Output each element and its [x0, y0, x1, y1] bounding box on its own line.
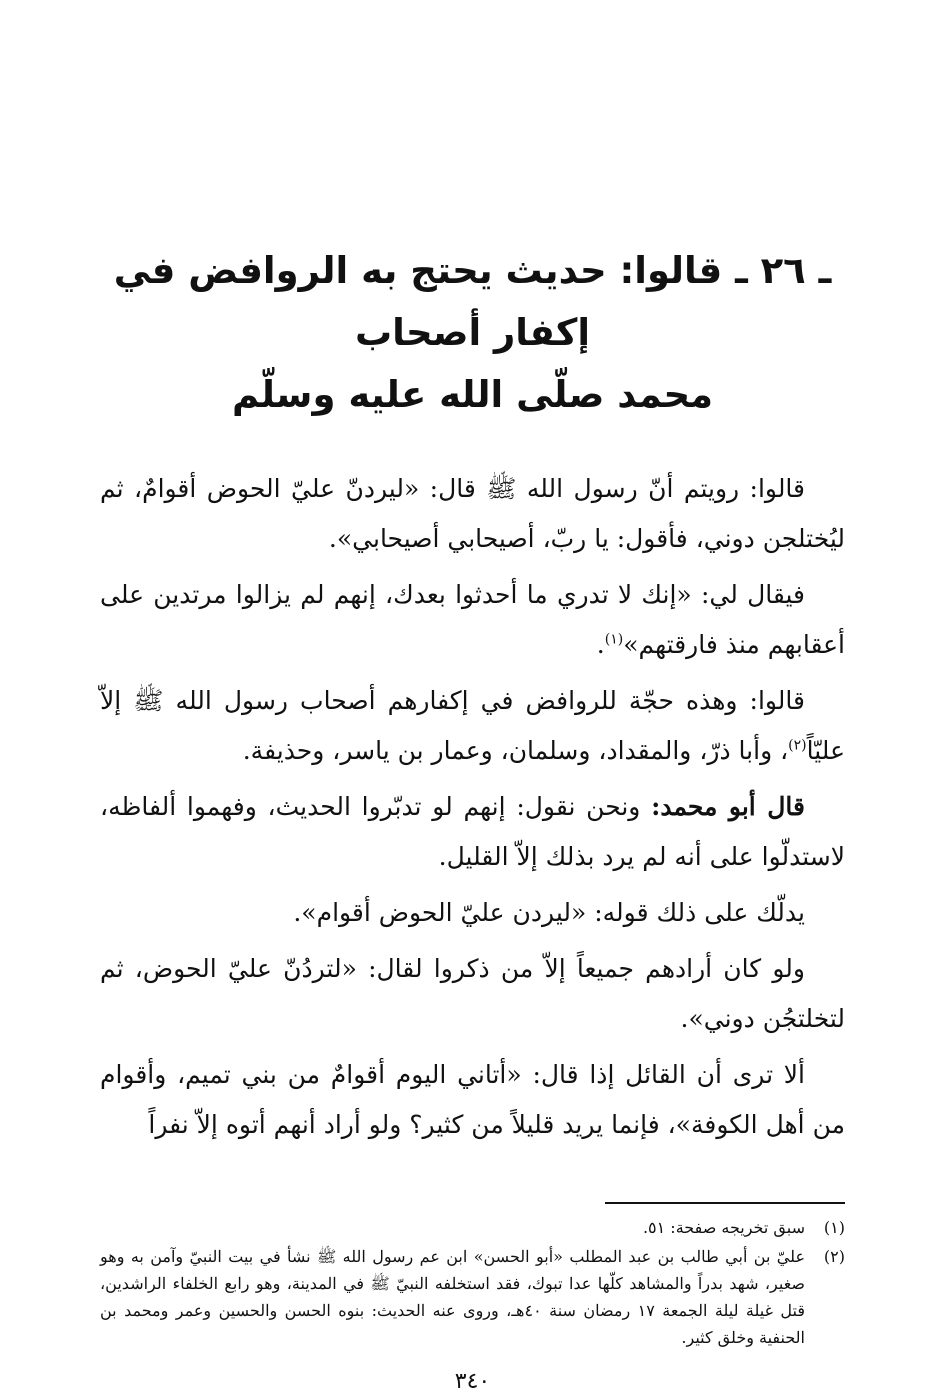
paragraph-6: [100, 944, 845, 1044]
paragraph-text: ولو كان أرادهم جميعاً إلاّ من ذكروا لقال: «لتردُنّ عليّ الحوض، ثم لتخلتجُن دوني».: [100, 954, 845, 1033]
footnote-number: (١): [823, 1218, 845, 1237]
paragraph-tail: ، وأبا ذرّ، والمقداد، وسلمان، وعمار بن ياسر، وحذيفة.: [242, 736, 789, 765]
paragraph-text: ونحن نقول: إنهم لو تدبّروا الحديث، وفهموا ألفاظه، لاستدلّوا على أنه لم يرد بذلك إلاّ القليل.: [100, 792, 845, 871]
paragraph-text: قالوا: رويتم أنّ رسول الله ﷺ قال: «ليردنّ عليّ الحوض أقوامٌ، ثم ليُختلجن دوني، فأقول: يا ربّ، أصيحابي أصيحابي».: [100, 474, 845, 553]
speaker-lead: قال أبو محمد:: [651, 792, 805, 821]
footnote-1: [100, 1214, 845, 1241]
paragraph-5: [100, 888, 845, 938]
footnote-number: (٢): [823, 1247, 845, 1266]
chapter-heading: [100, 240, 845, 426]
paragraph-7: [100, 1050, 845, 1150]
paragraph-1: [100, 464, 845, 564]
heading-line-2: محمد صلّى الله عليه وسلّم: [231, 373, 714, 416]
paragraph-text: قالوا: وهذه حجّة للروافض في إكفارهم أصحاب رسول الله ﷺ إلاّ عليّاً: [100, 686, 845, 765]
paragraph-tail: .: [596, 630, 605, 659]
heading-line-1: ـ ٢٦ ـ قالوا: حديث يحتج به الروافض في إكفار أصحاب: [113, 249, 832, 354]
document-page: [100, 240, 845, 1394]
paragraph-text: فيقال لي: «إنك لا تدري ما أحدثوا بعدك، إنهم لم يزالوا مرتدين على أعقابهم منذ فارقتهم»: [100, 580, 845, 659]
page-number: ٣٤٠: [454, 1369, 491, 1394]
footnote-2: [100, 1243, 845, 1351]
paragraph-4: [100, 782, 845, 882]
paragraph-text: يدلّك على ذلك قوله: «ليردن عليّ الحوض أقوام».: [293, 898, 805, 927]
footnote-ref-2[interactable]: (٢): [788, 737, 807, 754]
footnote-text: سبق تخريجه صفحة: ٥١.: [642, 1218, 805, 1237]
paragraph-3: [100, 676, 845, 776]
paragraph-2: [100, 570, 845, 670]
footnote-text: عليّ بن أبي طالب بن عبد المطلب «أبو الحسن» ابن عم رسول الله ﷺ نشأ في بيت النبيّ وآمن به وهو صغير، شهد بدراً والمشاهد كلّها عدا تبوك، فقد استخلفه النبيّ ﷺ في المدينة، وهو رابع الخلفاء الراشدين، قتل غيلة ليلة الجمعة ١٧ رمضان سنة ٤٠هـ، وروى عنه الحديث: بنوه الحسن والحسين وعمر ومحمد بن الحنفية وخلق كثير.: [100, 1247, 806, 1347]
footnote-divider: [605, 1202, 845, 1204]
paragraph-text: ألا ترى أن القائل إذا قال: «أتاني اليوم أقوامٌ من بني تميم، وأقوام من أهل الكوفة»، فإنما يريد قليلاً من كثير؟ ولو أراد أنهم أتوه إلاّ نفراً: [100, 1060, 845, 1139]
footnote-ref-1[interactable]: (١): [604, 631, 624, 648]
